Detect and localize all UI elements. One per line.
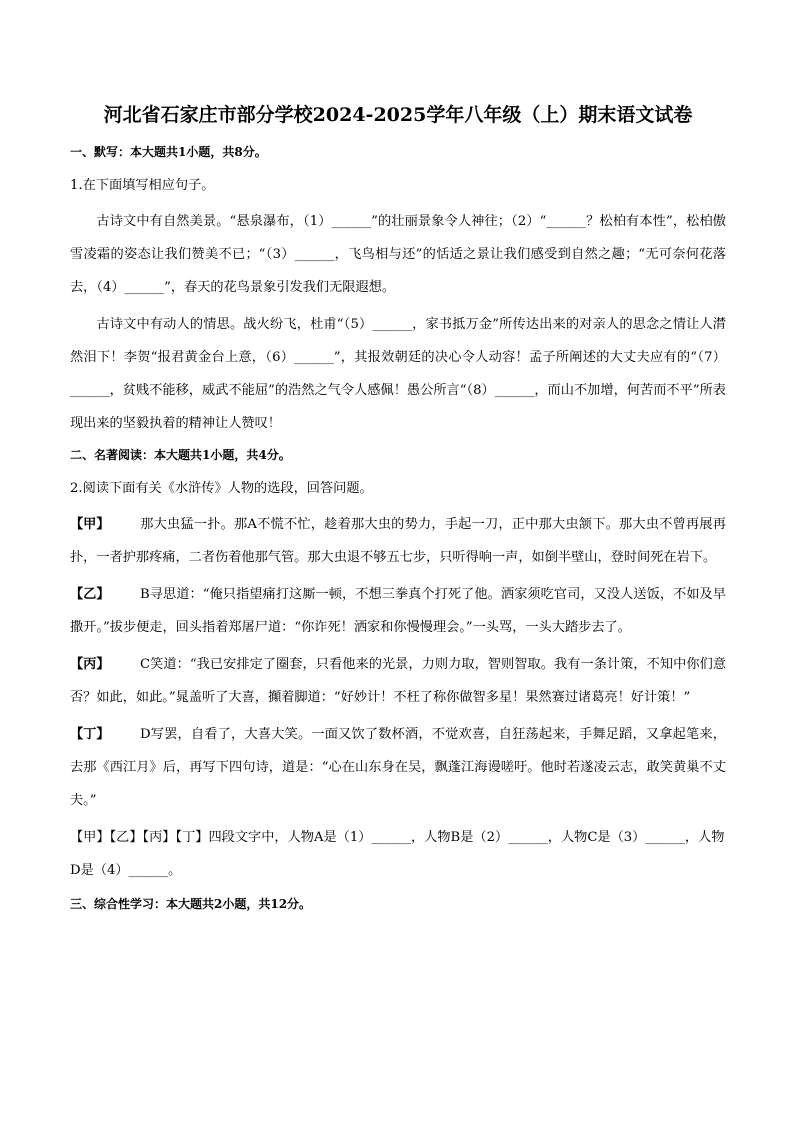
section-heading-reading: 二、名著阅读：本大题共1小题，共4分。	[70, 448, 291, 462]
excerpt-bing	[70, 648, 726, 714]
excerpt-text: C笑道：“我已安排定了圈套，只看他来的光景，力则力取，智则智取。我有一条计策，不知中你们意否？如此，如此。”晁盖听了大喜，攧着脚道：“好妙计！不枉了称你做智多星！果然赛过诸葛亮！好计策！”	[70, 657, 726, 705]
question-1-paragraph-1: 古诗文中有自然美景。“悬泉瀑布，（1）______”的壮丽景象令人神往；（2）“______？松柏有本性”，松柏傲雪凌霜的姿态让我们赞美不已；“（3）______，飞鸟相与还”的恬适之景让我们感受到自然之趣；“无可奈何花落去，（4）______”，春天的花鸟景象引发我们无限遐想。	[70, 214, 726, 295]
excerpt-jia	[70, 508, 726, 574]
excerpt-text: D写罢，自看了，大喜大笑。一面又饮了数杯酒，不觉欢喜，自狂荡起来，手舞足蹈，又拿起笔来，去那《西江月》后，再写下四句诗，道是：“心在山东身在吴，飘蓬江海谩嗟吁。他时若遂凌云志，敢笑黄巢不丈夫。”	[70, 727, 726, 808]
section-heading-dictation: 一、默写：本大题共1小题，共8分。	[70, 145, 267, 159]
excerpt-text: B寻思道：“俺只指望痛打这厮一顿，不想三拳真个打死了他。洒家须吃官司，又没人送饭，不如及早撒开。”拔步便走，回头指着郑屠尸道：“你诈死！洒家和你慢慢理会。”一头骂，一头大踏步去了。	[70, 587, 726, 635]
excerpt-tag: 【丙】	[70, 657, 110, 672]
exam-page	[70, 100, 726, 926]
excerpt-ding	[70, 718, 726, 817]
question-2-blanks: 【甲】【乙】【丙】【丁】四段文字中，人物A是（1）______，人物B是（2）______，人物C是（3）______，人物D是（4）______。	[70, 830, 725, 878]
excerpt-text: 那大虫猛一扑。那A不慌不忙，趁着那大虫的势力，手起一刀，正中那大虫颔下。那大虫不曾再展再扑，一者护那疼痛，二者伤着他那气管。那大虫退不够五七步，只听得响一声，如倒半壁山，登时间死在岩下。	[70, 517, 726, 565]
excerpt-yi	[70, 578, 726, 644]
section-heading-comprehensive: 三、综合性学习：本大题共2小题，共12分。	[70, 897, 312, 911]
question-1-prompt: 1.在下面填写相应句子。	[70, 178, 215, 193]
excerpt-tag: 【乙】	[70, 587, 110, 602]
question-2-prompt: 2.阅读下面有关《水浒传》人物的选段，回答问题。	[70, 481, 373, 496]
excerpt-tag: 【丁】	[70, 727, 110, 742]
excerpt-tag: 【甲】	[70, 517, 110, 532]
question-1-paragraph-2: 古诗文中有动人的情思。战火纷飞，杜甫“（5）______，家书抵万金”所传达出来的对亲人的思念之情让人潸然泪下！李贺“报君黄金台上意，（6）______”，其报效朝廷的决心令人动容！孟子所阐述的大丈夫应有的“（7）______，贫贱不能移，威武不能屈”的浩然之气令人感佩！愚公所言“（8）______，而山不加增，何苦而不平”所表现出来的坚毅执着的精神让人赞叹！	[70, 317, 726, 431]
page-title: 河北省石家庄市部分学校2024-2025学年八年级（上）期末语文试卷	[103, 104, 693, 126]
